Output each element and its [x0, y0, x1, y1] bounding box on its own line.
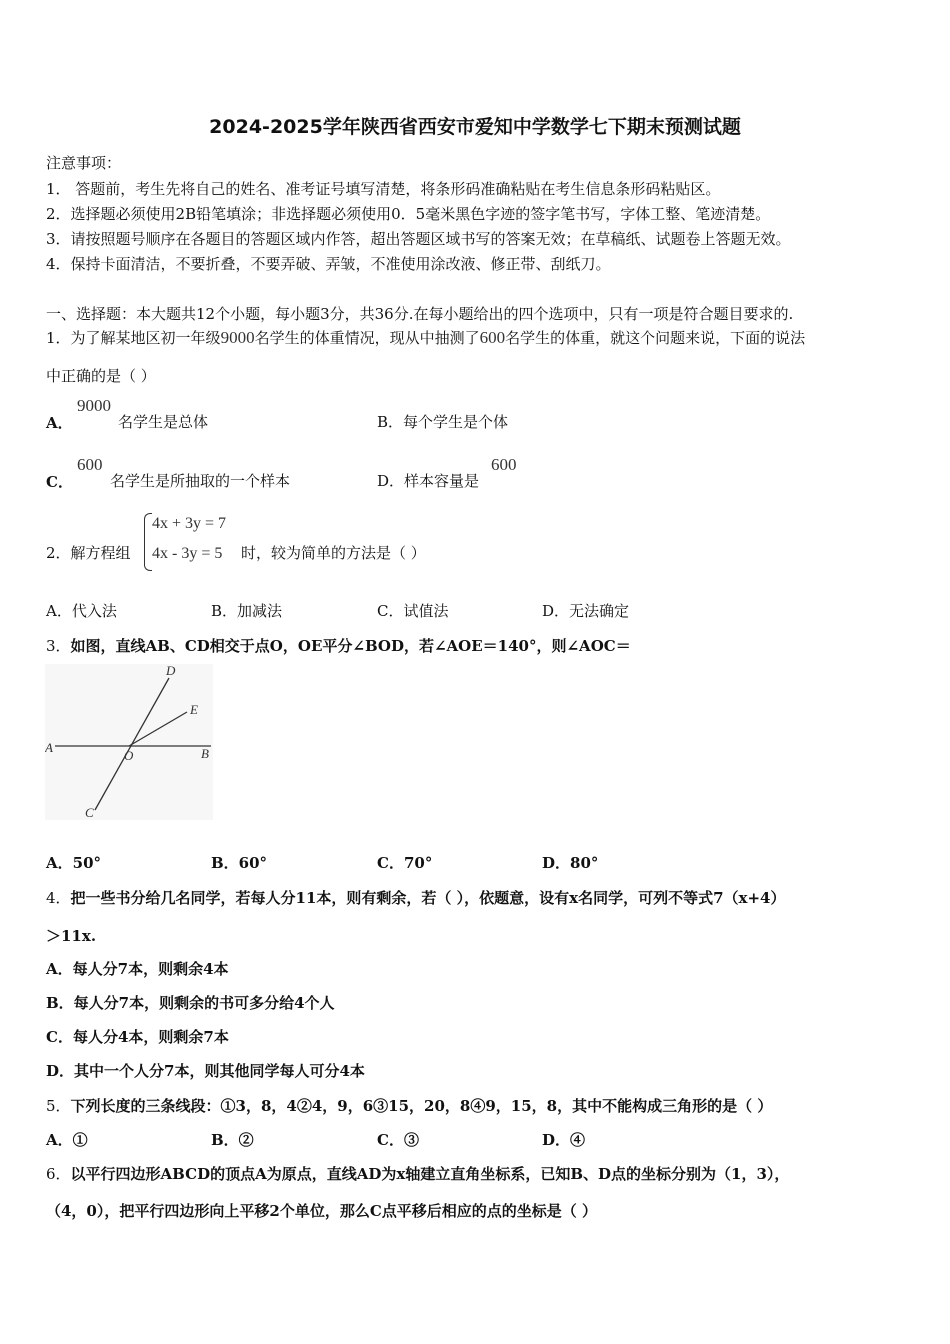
question-number: 3． [46, 637, 71, 655]
question-4-line1 [46, 887, 785, 908]
q3-option-b: B．60° [211, 854, 268, 872]
q4-option-c: C．每人分4本，则剩余7本 [46, 1028, 229, 1046]
notice-item: 1． 答题前，考生先将自己的姓名、准考证号填写清楚，将条形码准确粘贴在考生信息条形码粘贴区。 [46, 180, 721, 198]
q1-text-pre: 为了解某地区初一年级 [70, 329, 221, 347]
geometry-figure-svg [45, 664, 213, 820]
label-a: A [45, 740, 53, 755]
q1-option-c-number: 600 [77, 455, 103, 474]
ray-oe [129, 712, 187, 746]
q5-option-d: D．④ [542, 1131, 586, 1149]
q6-stem-line1: 以平行四边形ABCD的顶点A为原点，直线AD为x轴建立直角坐标系，已知B、D点的坐标分别为（1，3）， [70, 1165, 790, 1183]
notice-item: 3．请按照题号顺序在各题目的答题区域内作答，超出答题区域书写的答案无效；在草稿纸、试题卷上答题无效。 [46, 230, 791, 248]
q5-option-a: A．① [46, 1131, 88, 1149]
q3-option-c: C．70° [377, 854, 433, 872]
question-1-line1 [46, 327, 805, 348]
question-number: 4． [46, 889, 71, 907]
q3-option-d: D．80° [542, 854, 599, 872]
notice-item: 4．保持卡面清洁，不要折叠，不要弄破、弄皱，不准使用涂改液、修正带、刮纸刀。 [46, 255, 611, 273]
q1-option-c-text: 名学生是所抽取的一个样本 [110, 472, 291, 490]
q5-option-c: C．③ [377, 1131, 419, 1149]
question-4-line2: ＞11x. [46, 927, 97, 945]
q1-option-a-text: 名学生是总体 [118, 413, 209, 431]
q1-number-600: 600 [479, 328, 506, 347]
q1-option-c-label: C． [46, 473, 73, 491]
equation-brace [144, 513, 152, 571]
q2-option-b: B．加减法 [211, 602, 283, 620]
q1-text-mid: 名学生的体重情况，现从中抽测了 [254, 329, 480, 347]
notice-heading: 注意事项： [46, 154, 122, 172]
q5-option-b: B．② [211, 1131, 254, 1149]
label-d: D [166, 664, 176, 678]
q1-option-a-label: A． [46, 414, 73, 432]
q1-option-a-number: 9000 [77, 396, 111, 415]
q4-option-a: A．每人分7本，则剩余4本 [46, 960, 229, 978]
q3-stem: 如图，直线AB、CD相交于点O，OE平分∠BOD，若∠AOE＝140°，则∠AOC＝ [70, 637, 631, 655]
question-2-text [46, 542, 131, 563]
q1-option-b: B．每个学生是个体 [377, 413, 509, 431]
question-5-text [46, 1095, 772, 1116]
q5-stem: 下列长度的三条线段：①3，8，4②4，9，6③15，20，8④9，15，8，其中不能构成三角形的是（ ） [70, 1097, 773, 1115]
label-e: E [190, 702, 198, 717]
question-6-line1 [46, 1163, 789, 1184]
q2-option-a: A．代入法 [46, 602, 117, 620]
q1-option-d-number: 600 [491, 455, 517, 474]
q1-option-d-text: D．样本容量是 [377, 472, 480, 490]
q2-option-c: C．试值法 [377, 602, 449, 620]
q1-text-post: 名学生的体重，就这个问题来说，下面的说法 [505, 329, 806, 347]
label-c: C [85, 805, 94, 820]
q2-text-post: 时，较为简单的方法是（ ） [241, 544, 426, 562]
question-3-text [46, 635, 631, 656]
geometry-figure [45, 664, 213, 820]
q4-option-b: B．每人分7本，则剩余的书可多分给4个人 [46, 994, 335, 1012]
label-o: O [124, 748, 134, 763]
equation-line-1: 4x + 3y = 7 [152, 515, 227, 532]
question-number: 6． [46, 1165, 71, 1183]
question-number: 5． [46, 1097, 71, 1115]
notice-item: 2．选择题必须使用2B铅笔填涂；非选择题必须使用0．5毫米黑色字迹的签字笔书写，字体工整、笔迹清楚。 [46, 205, 771, 223]
q2-option-d: D．无法确定 [542, 602, 630, 620]
q3-option-a: A．50° [46, 854, 102, 872]
equation-line-2: 4x - 3y = 5 [152, 545, 223, 562]
question-1-line2: 中正确的是（ ） [46, 367, 156, 385]
question-number: 2． [46, 544, 71, 562]
page-title: 2024-2025学年陕西省西安市爱知中学数学七下期末预测试题 [209, 116, 741, 138]
label-b: B [201, 746, 209, 761]
q4-option-d: D．其中一个人分7本，则其他同学每人可分4本 [46, 1062, 365, 1080]
q1-number-9000: 9000 [220, 328, 255, 347]
question-number: 1． [46, 329, 71, 347]
q4-stem-line1: 把一些书分给几名同学，若每人分11本，则有剩余，若（ ），依题意，设有x名同学，可列不等式7（x+4） [70, 889, 786, 907]
section-heading: 一、选择题：本大题共12个小题，每小题3分，共36分.在每小题给出的四个选项中，只有一项是符合题目要求的. [46, 305, 794, 323]
question-6-line2: （4，0），把平行四边形向上平移2个单位，那么C点平移后相应的点的坐标是（ ） [46, 1202, 597, 1220]
q2-text-pre: 解方程组 [70, 544, 131, 562]
